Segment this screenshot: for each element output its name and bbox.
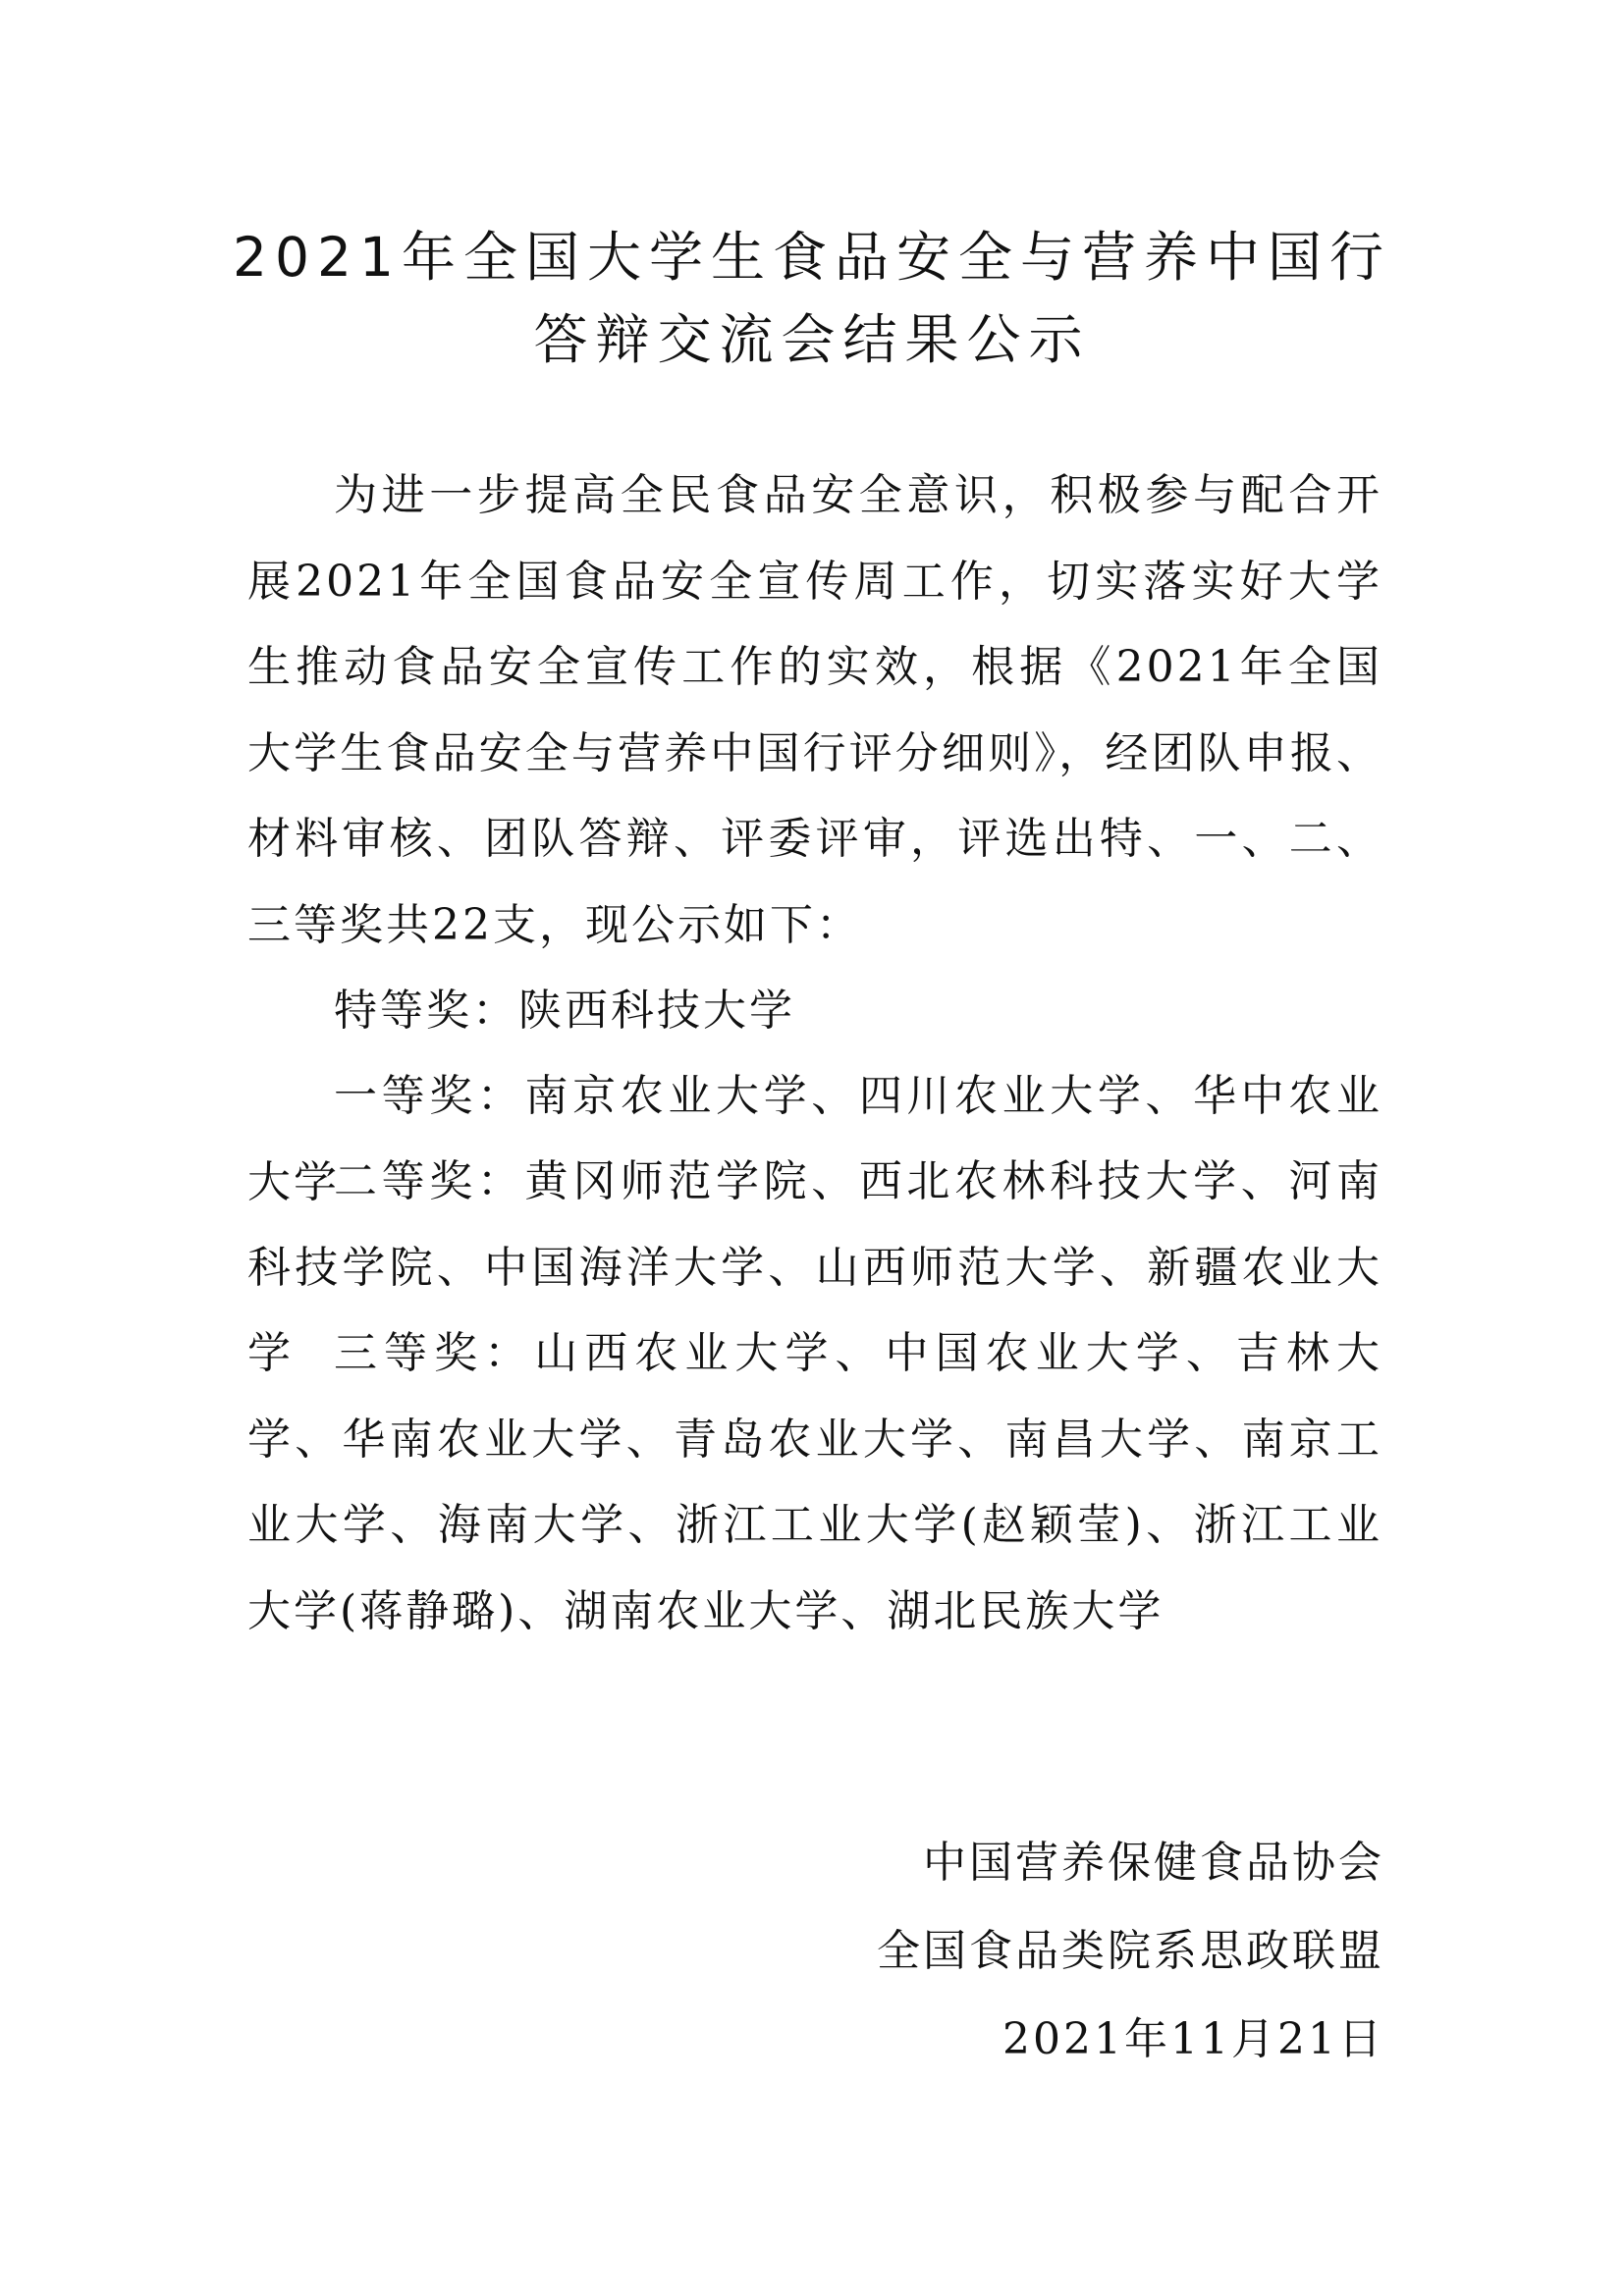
award-first-list: 南京农业大学、四川农业大学、华中农业大学 xyxy=(247,1071,1383,1207)
award-third-label: 三等奖： xyxy=(334,1328,535,1378)
document-title-line2: 答辩交流会结果公示 xyxy=(533,308,1091,371)
intro-section xyxy=(247,453,1382,968)
award-third-paragraph xyxy=(247,1310,1382,1654)
signature-org1: 中国营养保健食品协会 xyxy=(923,1838,1384,1888)
award-special-label: 特等奖： xyxy=(334,986,518,1036)
signature-org2: 全国食品类院系思政联盟 xyxy=(877,1926,1384,1976)
intro-paragraph: 为进一步提高全民食品安全意识，积极参与配合开展2021年全国食品安全宣传周工作，切实落实好大学生推动食品安全宣传工作的实效，根据《2021年全国大学生食品安全与营养中国行评分细则》，经团队申报、材料审核、团队答辩、评委评审，评选出特、一、二、三等奖共22支，现公示如下： xyxy=(247,470,1382,950)
award-first-label: 一等奖： xyxy=(334,1071,525,1121)
award-second-list: 黄冈师范学院、西北农林科技大学、河南科技学院、中国海洋大学、山西师范大学、新疆农业大学 xyxy=(247,1156,1383,1378)
document-title-line1: 2021年全国大学生食品安全与营养中国行 xyxy=(233,226,1391,289)
signature-date: 2021年11月21日 xyxy=(1002,2014,1384,2064)
award-third-section xyxy=(247,1310,1382,1654)
award-special-paragraph xyxy=(247,968,1382,1054)
award-third-list: 山西农业大学、中国农业大学、吉林大学、华南农业大学、青岛农业大学、南昌大学、南京工业大学、海南大学、浙江工业大学(赵颖莹)、浙江工业大学(蒋静璐)、湖南农业大学、湖北民族大学 xyxy=(247,1328,1383,1636)
award-special-section xyxy=(247,968,1382,1054)
award-special-list: 陕西科技大学 xyxy=(518,986,795,1036)
award-second-label: 二等奖： xyxy=(334,1156,525,1206)
